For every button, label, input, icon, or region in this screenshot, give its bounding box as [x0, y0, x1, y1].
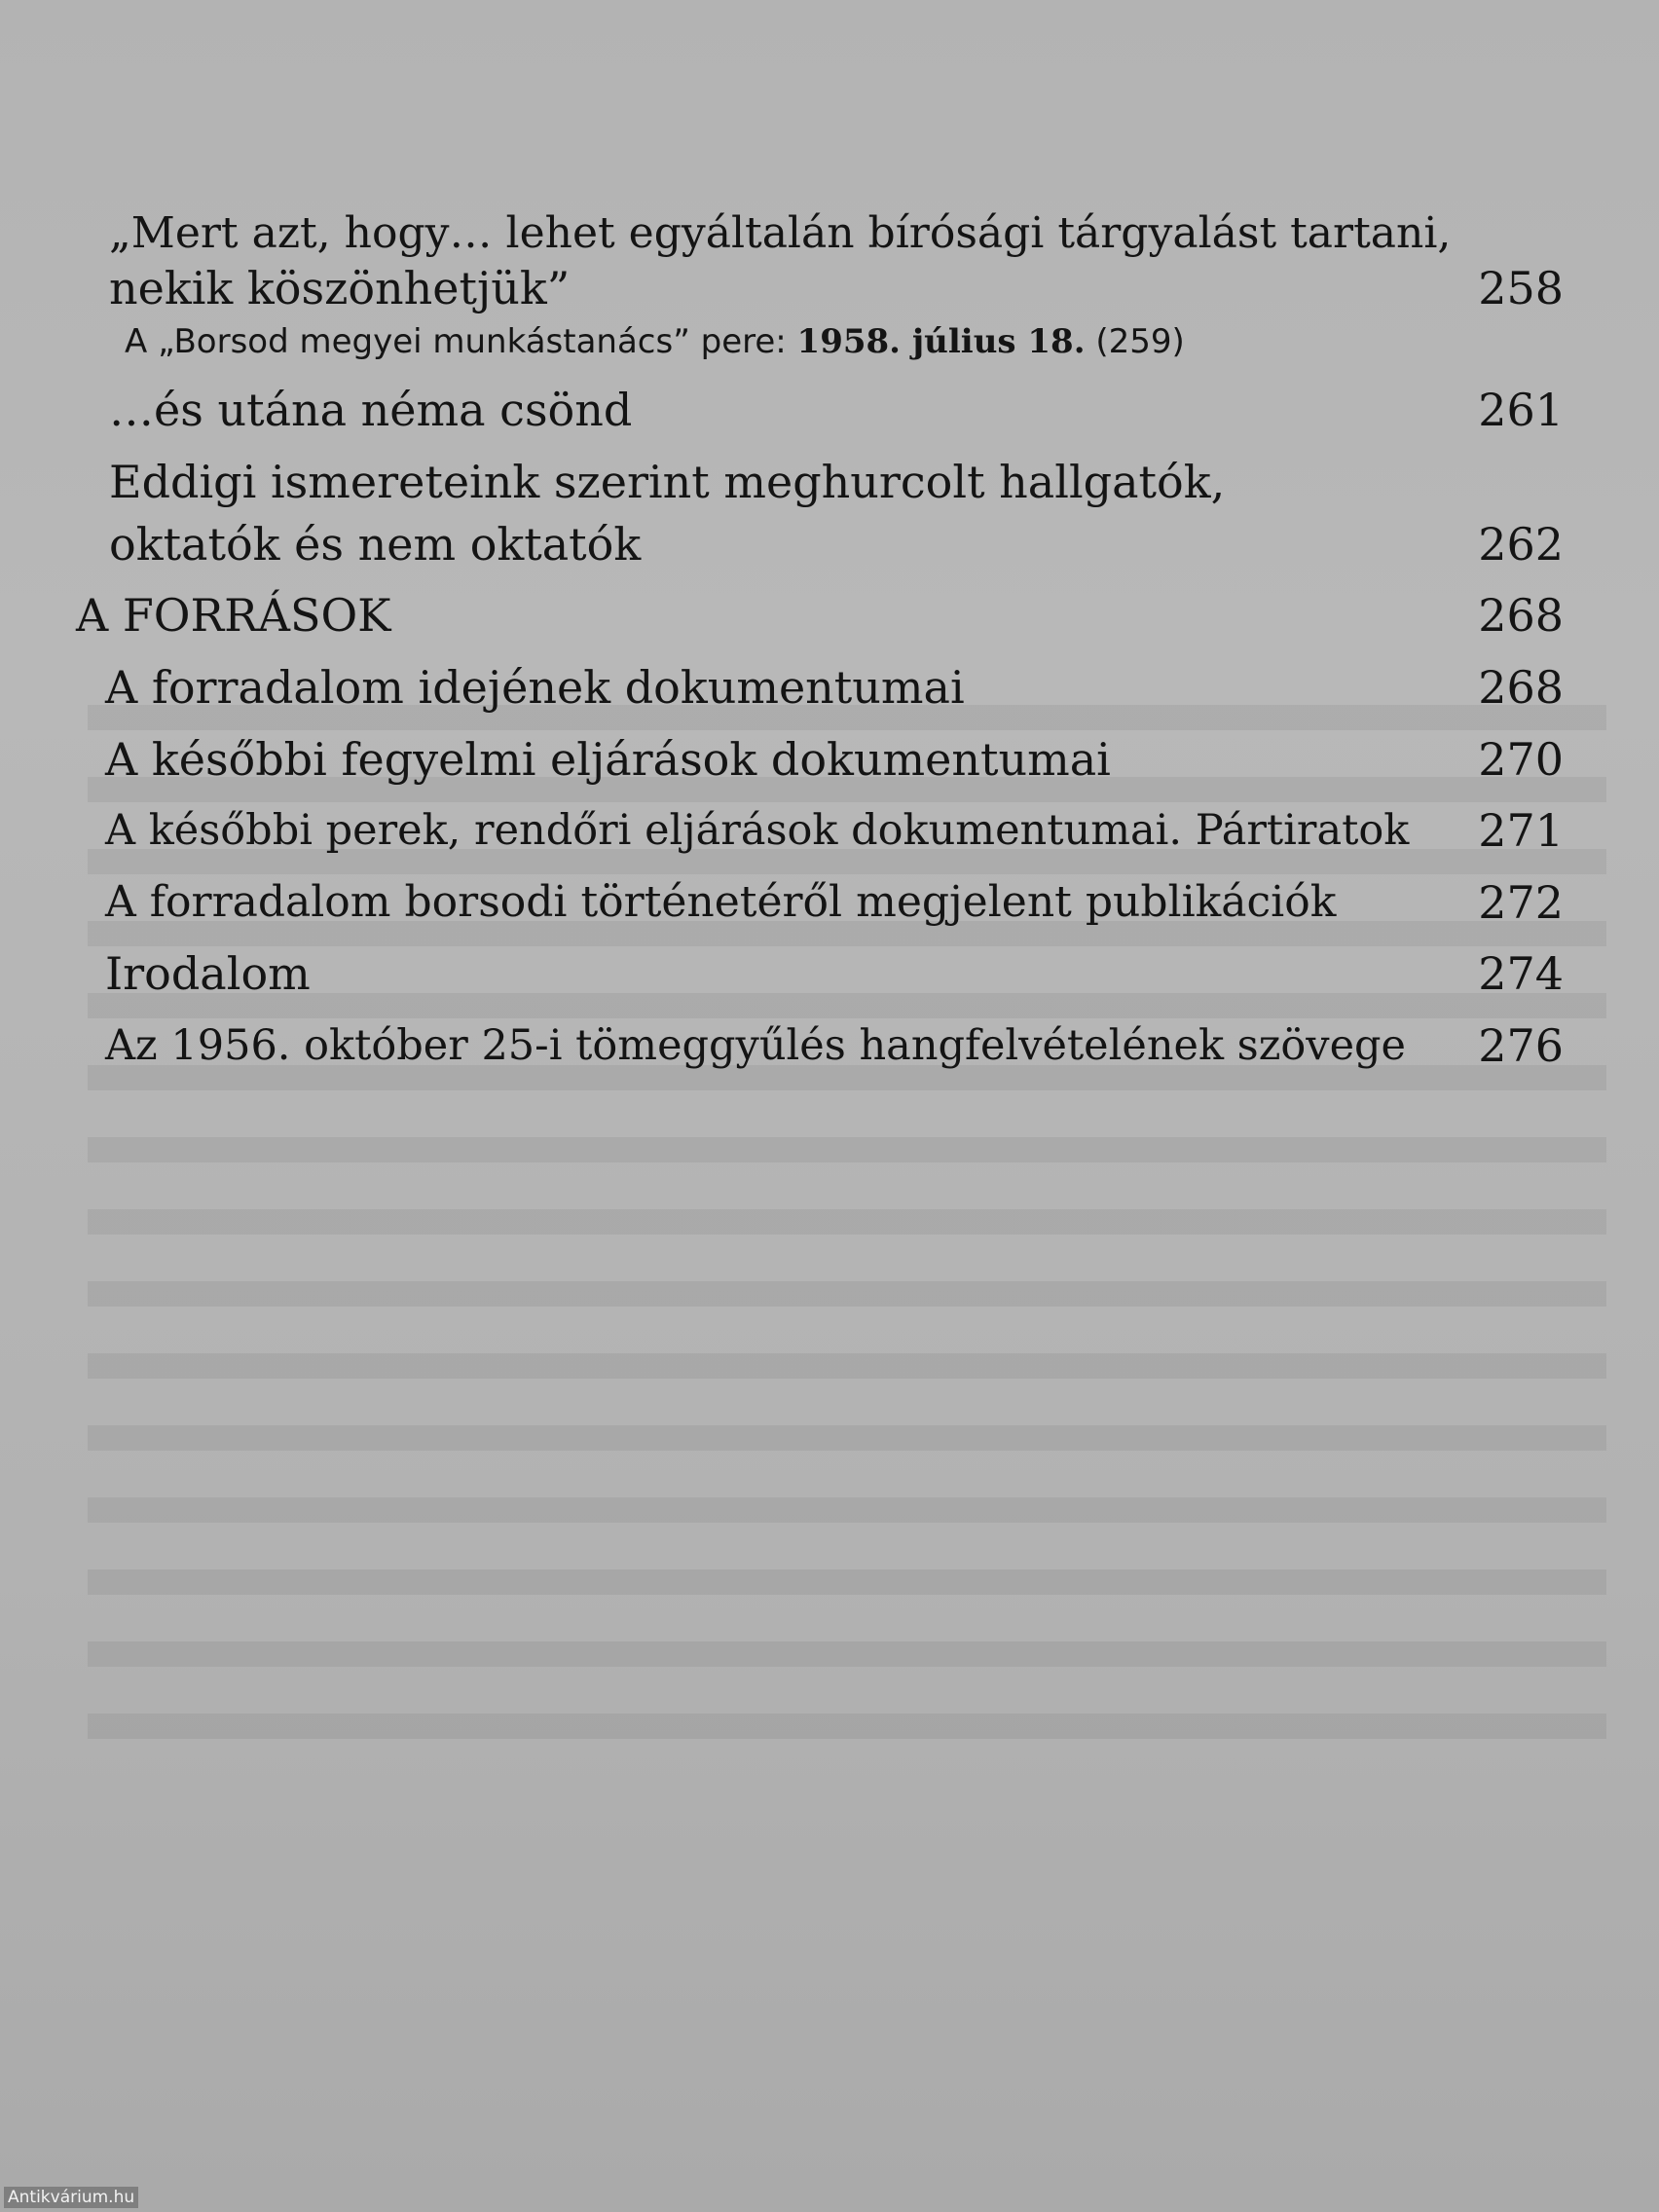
toc-page-number: 272	[1478, 876, 1564, 929]
toc-subtitle-prefix: A „Borsod megyei munkástanács” pere:	[125, 322, 797, 361]
toc-entry-title: …és utána néma csönd	[109, 384, 633, 436]
toc-item-title: A forradalom borsodi történetéről megjelent publikációk	[105, 877, 1337, 927]
toc-subtitle-date: 1958. július 18.	[796, 322, 1086, 361]
toc-page-number: 276	[1478, 1019, 1564, 1072]
toc-page-number: 258	[1478, 262, 1564, 314]
toc-item-title: Az 1956. október 25-i tömeggyűlés hangfelvételének szövege	[105, 1021, 1407, 1070]
toc-subtitle-suffix: (259)	[1085, 322, 1185, 361]
toc-section-title: A FORRÁSOK	[76, 589, 391, 642]
toc-entry-line: nekik köszönhetjük”	[109, 262, 571, 314]
toc-page-number: 261	[1478, 384, 1564, 436]
toc-subtitle	[125, 319, 1185, 364]
toc-page-number: 274	[1478, 947, 1564, 1000]
toc-item-title: Irodalom	[105, 947, 311, 1000]
toc-page-number: 262	[1478, 518, 1564, 571]
toc-page-number: 271	[1478, 804, 1564, 857]
toc-entry-line: oktatók és nem oktatók	[109, 518, 642, 571]
toc-item-title: A forradalom idejének dokumentumai	[105, 661, 965, 714]
toc-item-title: A későbbi fegyelmi eljárások dokumentumai	[105, 733, 1111, 786]
watermark: Antikvárium.hu	[4, 2187, 138, 2208]
toc-entry-line: Eddigi ismereteink szerint meghurcolt hallgatók,	[109, 456, 1226, 508]
toc-page-number: 268	[1478, 589, 1564, 642]
toc-item-title: A későbbi perek, rendőri eljárások dokumentumai. Pártiratok	[105, 806, 1410, 855]
toc-page-number: 268	[1478, 661, 1564, 714]
toc-entry-line: „Mert azt, hogy… lehet egyáltalán bírósági tárgyalást tartani,	[109, 208, 1452, 258]
toc-page-number: 270	[1478, 733, 1564, 786]
